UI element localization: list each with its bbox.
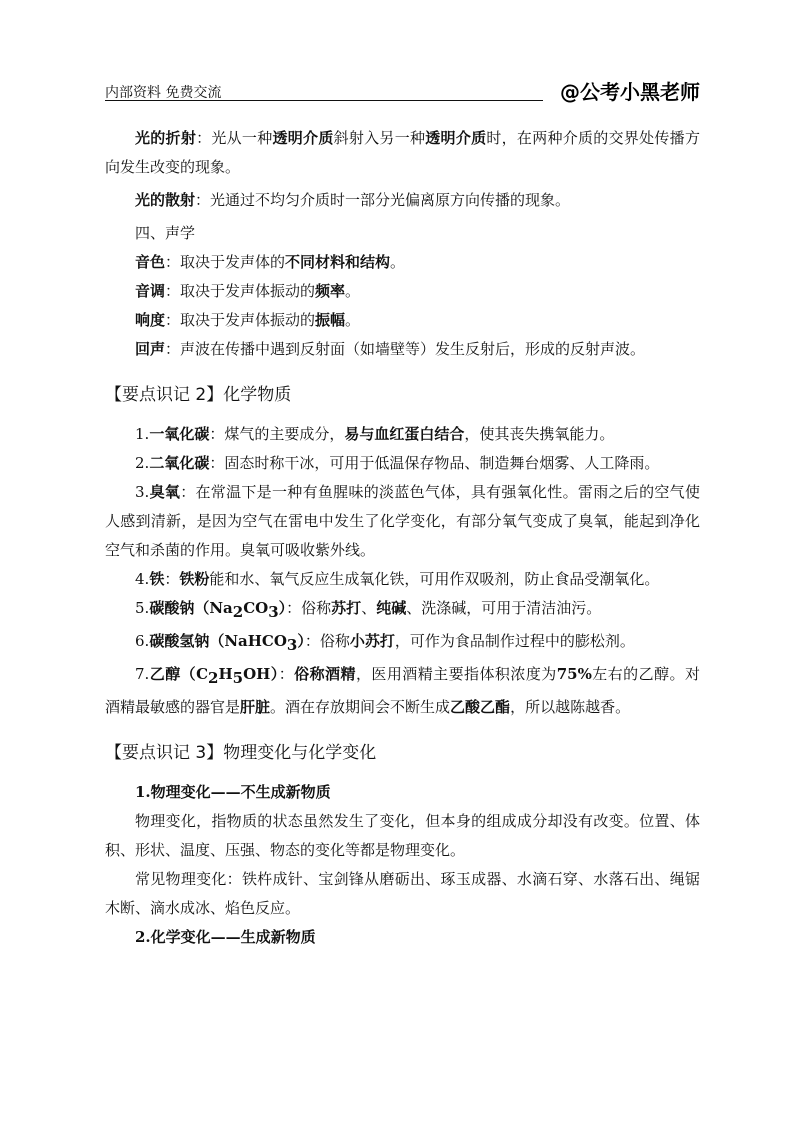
term-refraction: 光的折射 [135,129,197,147]
header-author: @公考小黑老师 [560,80,700,104]
paragraph-pitch: 音调：取决于发声体振动的频率。 [135,282,361,300]
paragraph-sodium-carbonate: 5.碳酸钠$(Na_2CO_3)$：俗称苏打、纯碱、洗涤碱，可用于清洁油污。 [135,599,602,621]
paragraph-co2: 2.二氧化碳：固态时称干冰，可用于低温保存物品、制造舞台烟雾、人工降雨。 [135,454,660,472]
header-note: 内部资料 免费交流 [105,85,222,101]
paragraph-echo: 回声：声波在传播中遇到反射面（如墙壁等）发生反射后，形成的反射声波。 [135,340,646,358]
heading-physical-change: 1.物理变化——不生成新物质 [135,783,331,801]
paragraph-ozone: 3.臭氧：在常温下是一种有鱼腥味的淡蓝色气体，具有强氧化性。雷雨之后的空气使人感到清新，是因为空气在雷电中发生了化学变化，有部分氧气变成了臭氧，能起到净化空气和杀菌的作用。臭氧可吸收紫外线。 [105,483,700,559]
header-rule [105,100,543,101]
paragraph-refraction: 光的折射：光从一种透明介质斜射入另一种透明介质时，在两种介质的交界处传播方向发生改变的现象。 [105,129,700,176]
paragraph-scattering: 光的散射：光通过不均匀介质时一部分光偏离原方向传播的现象。 [135,191,571,209]
heading-chemical-change: 2.化学变化——生成新物质 [135,928,316,946]
paragraph-physical-definition: 物理变化，指物质的状态虽然发生了变化，但本身的组成成分却没有改变。位置、体积、形状、温度、压强、物态的变化等都是物理变化。 [105,812,700,859]
paragraph-sodium-bicarbonate: 6.碳酸氢钠（NaHCO$_3$）：俗称小苏打，可作为食品制作过程中的膨松剂。 [135,632,635,654]
term-scattering: 光的散射 [135,191,196,209]
page-header [105,76,700,106]
paragraph-iron: 4.铁：铁粉能和水、氧气反应生成氧化铁，可用作双吸剂，防止食品受潮氧化。 [135,570,660,588]
heading-acoustics: 四、声学 [135,224,196,242]
paragraph-physical-examples: 常见物理变化：铁杵成针、宝剑锋从磨砺出、琢玉成器、水滴石穿、水落石出、绳锯木断、滴水成冰、焰色反应。 [105,870,700,917]
document-body [105,124,700,952]
paragraph-co: 1.一氧化碳：煤气的主要成分，易与血红蛋白结合，使其丧失携氧能力。 [135,425,615,443]
section-title-chemicals: 【要点识记 2】化学物质 [105,385,292,405]
paragraph-loudness: 响度：取决于发声体振动的振幅。 [135,311,361,329]
paragraph-timbre: 音色：取决于发声体的不同材料和结构。 [135,253,406,271]
paragraph-ethanol: 7.乙醇$(C_2H_5OH)$：俗称酒精，医用酒精主要指体积浓度为75%左右的乙醇。对酒精最敏感的器官是肝脏。酒在存放期间会不断生成乙酸乙酯，所以越陈越香。 [105,665,700,716]
section-title-changes: 【要点识记 3】物理变化与化学变化 [105,743,377,763]
